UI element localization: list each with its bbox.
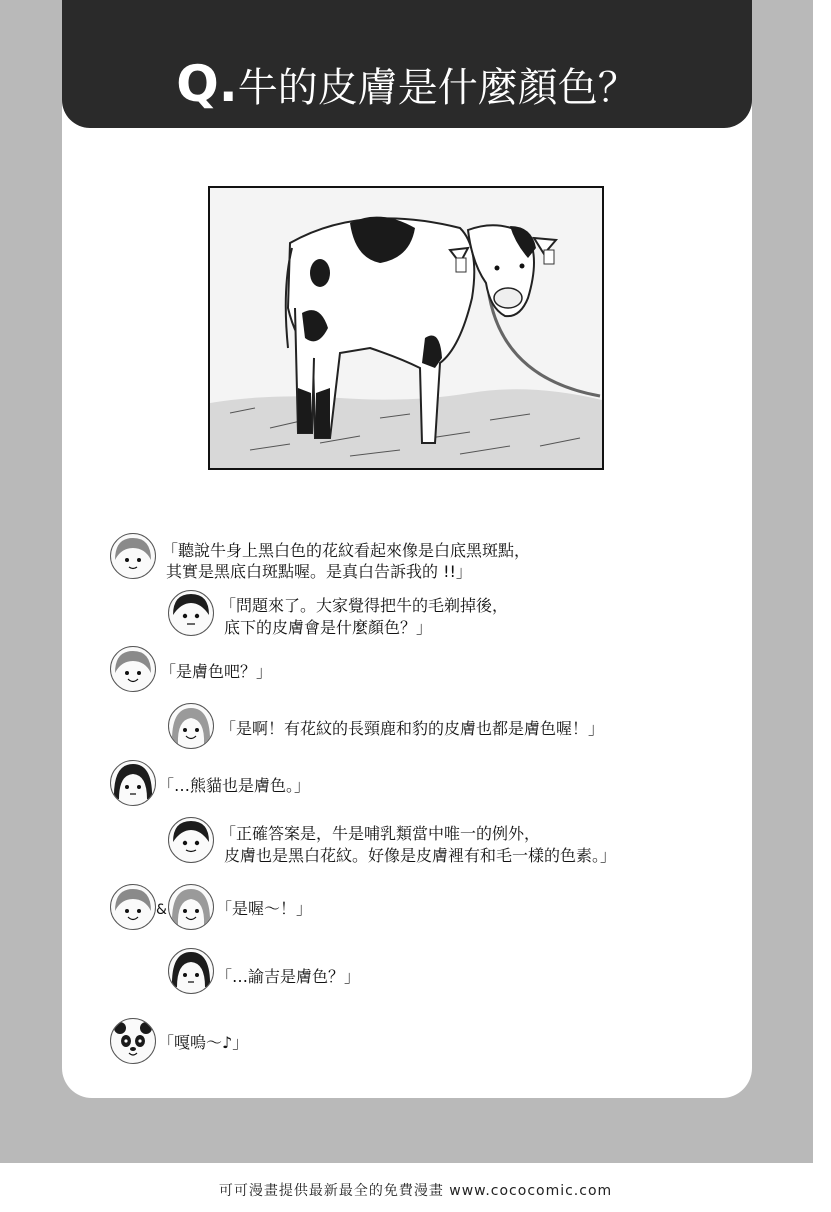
speaker-avatar — [110, 533, 156, 579]
dialogue-line: 「是膚色吧？」 — [160, 662, 273, 681]
girl-short-hair-icon — [111, 647, 155, 691]
dialogue-line: 「是啊！有花紋的長頸鹿和豹的皮膚也都是膚色喔！」 — [220, 719, 605, 738]
girl-short-hair-icon — [111, 534, 155, 578]
cow-icon — [210, 188, 602, 468]
girl-long-hair-icon — [169, 885, 213, 929]
speaker-avatar — [168, 884, 214, 930]
dialogue-line: 「…諭吉是膚色？」 — [216, 967, 361, 986]
dialogue-line: 皮膚也是黑白花紋。好像是皮膚裡有和毛一樣的色素。」 — [224, 846, 617, 865]
q-mark: Q. — [176, 55, 238, 113]
dialogue-line: 「是喔～！」 — [216, 899, 313, 918]
girl-dark-hair-icon — [111, 761, 155, 805]
speaker-avatar — [168, 817, 214, 863]
site-footer: 可可漫畫提供最新最全的免費漫畫 www.cococomic.com — [218, 1183, 613, 1199]
ampersand: & — [156, 902, 167, 918]
speaker-avatar — [110, 646, 156, 692]
dialogue-line: 底下的皮膚會是什麼顏色？」 — [224, 618, 433, 637]
panda-icon — [111, 1019, 155, 1063]
dialogue-line: 「聽說牛身上黑白色的花紋看起來像是白底黑斑點， — [162, 541, 531, 560]
speaker-avatar — [110, 760, 156, 806]
dialogue-line: 其實是黑底白斑點喔。是真白告訴我的 !!」 — [166, 562, 472, 581]
question-title — [62, 56, 752, 116]
question-text: 牛的皮膚是什麼顏色？ — [237, 65, 638, 111]
question-header — [62, 0, 752, 128]
page-edge — [813, 0, 831, 1163]
girl-dark-hair-icon — [169, 949, 213, 993]
speaker-avatar — [110, 1018, 156, 1064]
boy-dark-hair-icon — [169, 818, 213, 862]
speaker-avatar — [168, 948, 214, 994]
boy-dark-hair-icon — [169, 591, 213, 635]
cow-illustration — [208, 186, 604, 470]
girl-long-hair-icon — [169, 704, 213, 748]
dialogue-line: 「嘎嗚～♪」 — [158, 1033, 249, 1052]
speaker-avatar — [110, 884, 156, 930]
girl-short-hair-icon — [111, 885, 155, 929]
dialogue-line: 「問題來了。大家覺得把牛的毛剃掉後， — [220, 596, 509, 615]
dialogue-line: 「正確答案是，牛是哺乳類當中唯一的例外， — [220, 824, 541, 843]
speaker-avatar — [168, 590, 214, 636]
speaker-avatar — [168, 703, 214, 749]
dialogue-line: 「…熊貓也是膚色。」 — [158, 776, 311, 795]
